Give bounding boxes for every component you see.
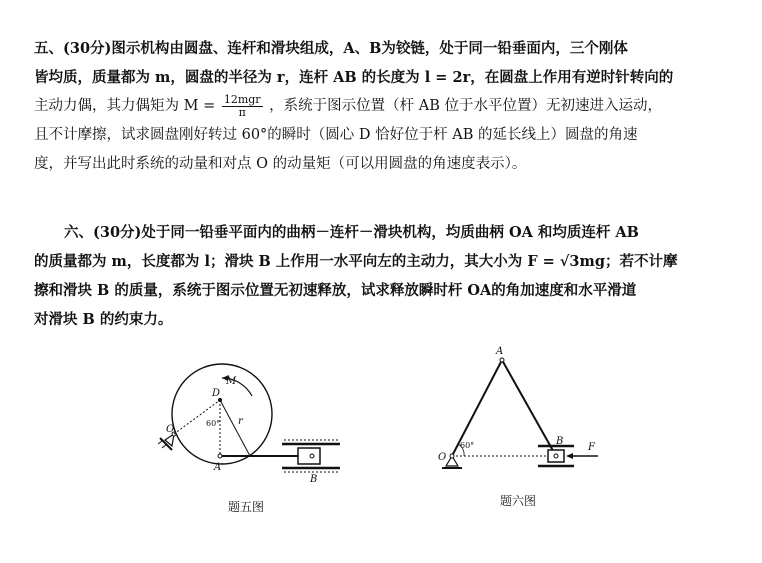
problem-5-line-3-post: ，系统于图示位置（杆 AB 位于水平位置）无初速进入运动，: [269, 98, 663, 114]
problem-6-line-1: 六、(30分)处于同一铅垂平面内的曲柄－连杆－滑块机构，均质曲柄 OA 和均质连杆 AB: [64, 224, 639, 241]
disk: [172, 364, 272, 464]
moment-fraction: [222, 94, 263, 119]
label-angle: 60°: [206, 419, 221, 428]
label-b: B: [310, 474, 318, 485]
label-m: M: [226, 376, 237, 387]
problem-5-line-3-pre: 主动力偶，其力偶矩为 M =: [34, 98, 216, 114]
label-f: F: [588, 442, 595, 453]
moment-denominator: π: [238, 105, 246, 119]
problem-5-line-4: 且不计摩擦，试求圆盘刚好转过 60°的瞬时（圆心 D 恰好位于杆 AB 的延长线上）圆盘的角速: [34, 127, 638, 143]
line-od: [174, 400, 220, 434]
problem-5-text: [34, 34, 734, 179]
problem-5-line-2: 皆均质，质量都为 m，圆盘的半径为 r，连杆 AB 的长度为 l = 2r，在圆盘上作用有逆时针转向的: [34, 69, 674, 86]
ground-support-o: [158, 434, 174, 450]
hinge-a: [500, 358, 504, 362]
problem-5-line-5: 度，并写出此时系统的动量和对点 O 的动量矩（可以用圆盘的角速度表示）。: [34, 156, 527, 172]
radius-line: [220, 400, 250, 456]
label-angle: 60°: [460, 441, 475, 450]
figure-6-caption: 题六图: [500, 494, 537, 508]
figure-5-caption: 题五图: [228, 500, 265, 514]
pivot-o: [450, 454, 454, 458]
problem-6-line-3: 擦和滑块 B 的质量，系统于图示位置无初速释放，试求释放瞬时杆 OA的角加速度和水平滑道: [34, 282, 637, 299]
label-a: A: [214, 462, 222, 473]
figure-6-diagram: [430, 340, 610, 480]
label-b: B: [556, 436, 564, 447]
moment-numerator: 12mgr: [223, 92, 261, 106]
problem-6-line-4: 对滑块 B 的约束力。: [34, 311, 173, 328]
label-r: r: [238, 416, 243, 427]
label-o: O: [438, 452, 447, 463]
problem-6-line-2: 的质量都为 m，长度都为 l；滑块 B 上作用一水平向左的主动力，其大小为 F = √3mg；若不计摩: [34, 253, 678, 270]
rod-ab: [502, 360, 556, 456]
label-o: O: [166, 424, 175, 435]
problem-5-line-1: 五、(30分)图示机构由圆盘、连杆和滑块组成，A、B为铰链，处于同一铅垂面内，三个刚体: [34, 40, 628, 57]
label-d: D: [212, 388, 221, 399]
problem-6-text: [34, 218, 734, 334]
slider-b: [298, 448, 320, 464]
problem-5-line-3: [34, 92, 734, 121]
figure-5-diagram: [150, 356, 350, 486]
label-a: A: [496, 346, 504, 357]
hinge-a: [218, 454, 222, 458]
